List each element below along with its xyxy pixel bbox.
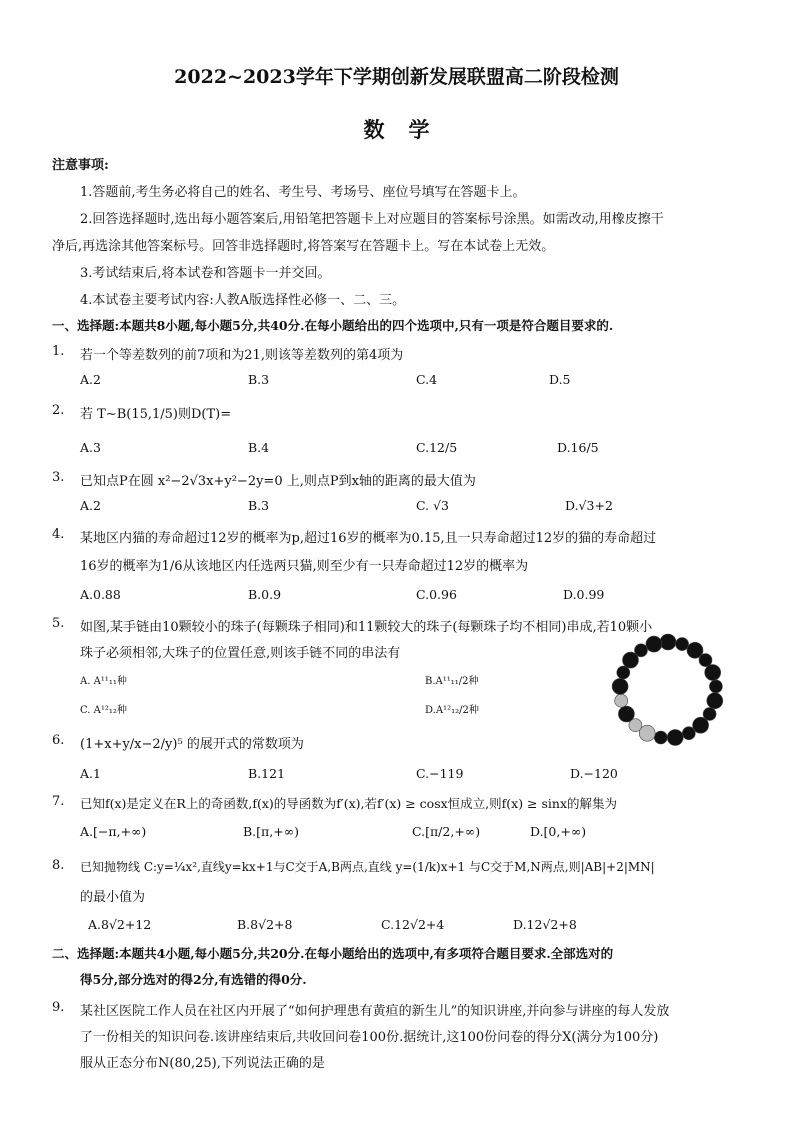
bead [615, 694, 628, 707]
option-a: A.0.88 [80, 587, 121, 602]
question-text: 如图,某手链由10颗较小的珠子(每颗珠子相同)和11颗较大的珠子(每颗珠子均不相同)串成,若10颗小 [80, 620, 653, 635]
exam-title: 2022~2023学年下学期创新发展联盟高二阶段检测 [174, 66, 619, 88]
option-b: B.[π,+∞) [243, 824, 299, 839]
option-c: C. A¹²₁₂种 [80, 705, 127, 716]
question-number: 6. [52, 733, 65, 748]
bead [654, 731, 667, 744]
question-number: 1. [52, 344, 65, 359]
option-d: D.A¹²₁₂/2种 [425, 705, 479, 716]
option-b: B.3 [248, 372, 270, 387]
question-text: 服从正态分布N(80,25),下列说法正确的是 [80, 1056, 325, 1071]
question-text: 了一份相关的知识问卷.该讲座结束后,共收回问卷100份.据统计,这100份问卷的得分X(满分为100分) [80, 1030, 659, 1045]
question-number: 4. [52, 527, 65, 542]
section2-heading: 二、选择题:本题共4小题,每小题5分,共20分.在每小题给出的选项中,有多项符合题目要求.全部选对的 [52, 946, 614, 961]
option-b: B.121 [248, 766, 286, 781]
option-d: D.12√2+8 [513, 917, 577, 932]
option-c: C.4 [416, 372, 438, 387]
note-item: 3.考试结束后,将本试卷和答题卡一并交回。 [80, 266, 331, 281]
question-text: 16岁的概率为1/6从该地区内任选两只猫,则至少有一只寿命超过12岁的概率为 [80, 559, 529, 574]
question-number: 7. [52, 794, 65, 809]
subject-title: 数学 [363, 117, 454, 142]
option-d: D.[0,+∞) [530, 824, 587, 839]
question-text: 若 T∼B(15,1/5)则D(T)= [80, 407, 232, 422]
question-number: 5. [52, 616, 65, 631]
option-b: B.4 [248, 440, 270, 455]
bead [667, 730, 683, 746]
option-a: A.2 [80, 498, 101, 513]
question-text: (1+x+y/x−2/y)⁵ 的展开式的常数项为 [80, 737, 304, 752]
bead [682, 727, 695, 740]
option-c: C. √3 [416, 498, 449, 513]
question-text: 某社区医院工作人员在社区内开展了“如何护理患有黄疸的新生儿”的知识讲座,并向参与讲座的每人发放 [80, 1004, 670, 1019]
note-item: 净后,再选涂其他答案标号。回答非选择题时,将答案写在答题卡上。写在本试卷上无效。 [52, 239, 555, 254]
option-d: D.16/5 [557, 440, 599, 455]
bead [676, 638, 689, 651]
option-d: D.5 [549, 372, 571, 387]
option-c: C.−119 [416, 766, 464, 781]
option-b: B.A¹¹₁₁/2种 [425, 676, 479, 687]
option-a: A.[−π,+∞) [80, 824, 147, 839]
option-c: C.12√2+4 [381, 917, 445, 932]
bead [707, 693, 723, 709]
question-number: 8. [52, 858, 65, 873]
note-item: 2.回答选择题时,选出每小题答案后,用铅笔把答题卡上对应题目的答案标号涂黑。如需改动,用橡皮擦干 [80, 212, 664, 227]
option-b: B.3 [248, 498, 270, 513]
option-c: C.12/5 [416, 440, 458, 455]
question-number: 3. [52, 470, 65, 485]
section2-heading: 得5分,部分选对的得2分,有选错的得0分. [80, 972, 307, 987]
question-number: 2. [52, 403, 65, 418]
option-c: C.[π/2,+∞) [412, 824, 481, 839]
notes-heading: 注意事项: [52, 158, 109, 173]
option-c: C.0.96 [416, 587, 457, 602]
option-a: A. A¹¹₁₁种 [80, 676, 127, 687]
bead [612, 678, 628, 694]
option-d: D.√3+2 [565, 498, 613, 513]
option-d: D.−120 [570, 766, 618, 781]
question-text: 若一个等差数列的前7项和为21,则该等差数列的第4项为 [80, 348, 404, 363]
note-item: 4.本试卷主要考试内容:人教A版选择性必修一、二、三。 [80, 293, 406, 308]
question-text: 已知f(x)是定义在R上的奇函数,f(x)的导函数为f′(x),若f′(x) ≥ cosx恒成立,则f(x) ≥ sinx的解集为 [80, 796, 618, 811]
section1-heading: 一、选择题:本题共8小题,每小题5分,共40分.在每小题给出的四个选项中,只有一项是符合题目要求的. [52, 318, 614, 333]
bead [635, 644, 648, 657]
question-text: 的最小值为 [80, 890, 146, 905]
option-d: D.0.99 [563, 587, 605, 602]
bead [709, 680, 722, 693]
option-b: B.0.9 [248, 587, 282, 602]
bead [618, 706, 634, 722]
question-text: 已知抛物线 C:y=¼x²,直线y=kx+1与C交于A,B两点,直线 y=(1/k)x+1 与C交于M,N两点,则|AB|+2|MN| [80, 860, 655, 874]
option-a: A.2 [80, 372, 101, 387]
bead [705, 665, 721, 681]
bead [660, 634, 676, 650]
question-number: 9. [52, 1000, 65, 1015]
option-a: A.8√2+12 [88, 917, 152, 932]
bracelet-figure [608, 630, 728, 750]
option-a: A.1 [80, 766, 101, 781]
option-a: A.3 [80, 440, 101, 455]
option-b: B.8√2+8 [237, 917, 293, 932]
bead [646, 636, 662, 652]
note-item: 1.答题前,考生务必将自己的姓名、考生号、考场号、座位号填写在答题卡上。 [80, 185, 526, 200]
question-text: 某地区内猫的寿命超过12岁的概率为p,超过16岁的概率为0.15,且一只寿命超过12岁的猫的寿命超过 [80, 531, 657, 546]
question-text: 已知点P在圆 x²−2√3x+y²−2y=0 上,则点P到x轴的距离的最大值为 [80, 474, 476, 489]
question-text: 珠子必须相邻,大珠子的位置任意,则该手链不同的串法有 [80, 646, 401, 661]
